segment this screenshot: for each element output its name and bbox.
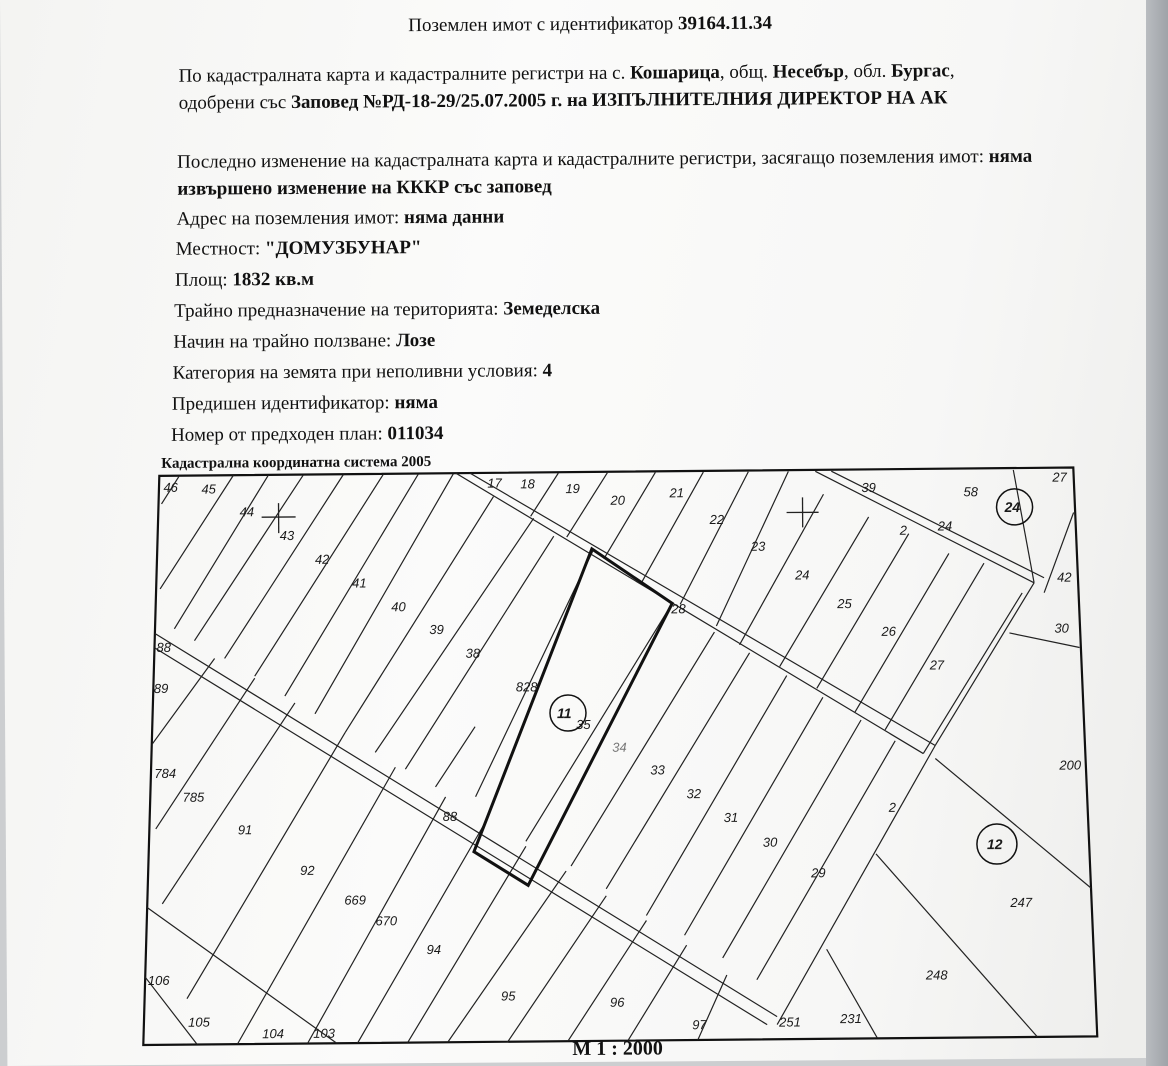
parcel-label: 30 bbox=[1054, 620, 1069, 636]
parcel-label: 33 bbox=[650, 762, 665, 778]
purpose-label: Трайно предназначение на територията: bbox=[174, 298, 504, 322]
highlighted-parcel-34 bbox=[472, 548, 674, 885]
address-label: Адрес на поземления имот: bbox=[176, 207, 405, 230]
parcel-label: 97 bbox=[692, 1017, 707, 1033]
parcel-label: 35 bbox=[576, 716, 591, 732]
parcel-label: 785 bbox=[182, 789, 205, 805]
parcel-label: 21 bbox=[669, 485, 684, 501]
cross-markers bbox=[262, 497, 819, 533]
parcel-label: 251 bbox=[779, 1014, 801, 1030]
parcel-label: 38 bbox=[465, 645, 481, 661]
parcel-label: 39 bbox=[429, 621, 444, 638]
parcel-label: 20 bbox=[610, 492, 626, 508]
parcel-label: 25 bbox=[837, 596, 852, 612]
address-value: няма данни bbox=[403, 206, 505, 229]
parcel-label: 247 bbox=[1010, 894, 1033, 910]
usage-value: Лозе bbox=[395, 329, 436, 352]
category-label: Категория на земята при неполивни условия: bbox=[172, 360, 543, 384]
circled-label-12: 12 bbox=[986, 836, 1003, 853]
parcel-label: 32 bbox=[686, 786, 702, 802]
parcel-label: 17 bbox=[487, 475, 502, 491]
coordinate-system-label: Кадастрална координатна система 2005 bbox=[161, 454, 432, 472]
parcel-label: 44 bbox=[239, 504, 255, 520]
parcel-label: 88 bbox=[156, 639, 172, 655]
parcel-label: 24 bbox=[794, 567, 810, 583]
parcel-label: 89 bbox=[153, 680, 169, 696]
circled-label-24: 24 bbox=[1004, 498, 1021, 515]
parcel-label: 2 bbox=[888, 799, 896, 815]
locality-label: Местност: bbox=[175, 238, 266, 260]
cadastre-text-2: , общ. bbox=[719, 61, 773, 83]
parcel-label: 40 bbox=[391, 599, 406, 615]
parcel-label: 45 bbox=[201, 481, 216, 497]
parcel-label: 43 bbox=[279, 527, 295, 544]
parcel-label: 92 bbox=[300, 862, 315, 878]
parcel-label: 22 bbox=[709, 511, 725, 528]
parcel-label: 26 bbox=[881, 623, 896, 639]
cadastre-text-4: , одобрени със bbox=[178, 60, 955, 114]
parcel-label: 2 bbox=[899, 522, 908, 538]
parcel-label: 23 bbox=[750, 538, 766, 554]
parcel-label: 34 bbox=[612, 739, 627, 755]
parcel-label: 39 bbox=[861, 479, 876, 495]
background-edge bbox=[1146, 0, 1168, 1066]
title-prefix: Поземлен имот с идентификатор bbox=[408, 13, 679, 37]
cadastre-text-1: По кадастралната карта и кадастралните регистри на с. bbox=[178, 62, 631, 87]
parcel-label: 31 bbox=[723, 809, 739, 825]
category-value: 4 bbox=[542, 360, 553, 382]
previous-plan-value: 011034 bbox=[387, 422, 444, 445]
locality-value: "ДОМУЗБУНАР" bbox=[264, 237, 422, 260]
parcel-label: 669 bbox=[344, 892, 367, 908]
cadastre-text-3: , обл. bbox=[843, 60, 887, 83]
previous-id-label: Предишен идентификатор: bbox=[171, 392, 395, 415]
parcel-label: 784 bbox=[154, 765, 177, 781]
parcel-label: 248 bbox=[925, 967, 948, 983]
previous-id-value: няма bbox=[394, 391, 439, 414]
parcel-label: 19 bbox=[565, 480, 580, 497]
parcel-label: 88 bbox=[442, 808, 458, 824]
property-identifier: 39164.11.34 bbox=[677, 12, 772, 35]
region-name: Бургас bbox=[891, 60, 950, 82]
parcel-label: 28 bbox=[671, 601, 686, 617]
parcel-label: 29 bbox=[811, 865, 826, 881]
parcel-label: 231 bbox=[840, 1011, 862, 1027]
parcel-label: 41 bbox=[352, 575, 367, 591]
village-name: Кошарица bbox=[629, 61, 720, 84]
parcel-label: 96 bbox=[609, 994, 625, 1010]
parcel-label: 18 bbox=[520, 476, 535, 492]
parcel-lines bbox=[139, 468, 1097, 1045]
parcel-label: 30 bbox=[762, 834, 778, 850]
parcel-label: 828 bbox=[515, 679, 538, 695]
circled-label-11: 11 bbox=[556, 705, 572, 722]
parcel-label: 103 bbox=[313, 1025, 335, 1041]
parcel-label: 104 bbox=[262, 1026, 284, 1042]
parcel-label: 105 bbox=[188, 1014, 210, 1030]
parcel-label: 24 bbox=[937, 518, 953, 534]
approval-order: Заповед №РД-18-29/25.07.2005 г. на ИЗПЪЛНИТЕЛНИЯ ДИРЕКТОР НА АК bbox=[290, 87, 948, 113]
parcel-label: 42 bbox=[1057, 569, 1072, 585]
municipality-name: Несебър bbox=[772, 61, 844, 83]
parcel-numbers bbox=[144, 469, 1083, 1042]
area-label: Площ: bbox=[174, 269, 233, 291]
area-value: 1832 кв.м bbox=[232, 268, 315, 291]
last-change-value: няма извършено изменение на КККР със заповед bbox=[177, 145, 1033, 200]
usage-label: Начин на трайно ползване: bbox=[173, 330, 397, 353]
parcel-label: 106 bbox=[147, 972, 170, 988]
map-frame bbox=[139, 467, 1097, 1045]
parcel-label: 27 bbox=[929, 657, 945, 673]
last-change-label: Последно изменение на кадастралната карта и кадастралните регистри, засягащо поземления имот: bbox=[177, 146, 989, 173]
parcel-label: 94 bbox=[426, 941, 442, 958]
parcel-label: 58 bbox=[963, 484, 978, 500]
parcel-label: 42 bbox=[314, 551, 330, 567]
parcel-label: 46 bbox=[163, 479, 178, 495]
parcel-label: 91 bbox=[237, 822, 253, 838]
parcel-label: 27 bbox=[1052, 469, 1067, 485]
purpose-value: Земеделска bbox=[503, 297, 601, 320]
map-scale: М 1 : 2000 bbox=[572, 1037, 663, 1061]
parcel-label: 670 bbox=[375, 913, 398, 929]
previous-plan-label: Номер от предходен план: bbox=[170, 423, 388, 446]
parcel-label: 95 bbox=[500, 988, 516, 1004]
parcel-label: 200 bbox=[1059, 757, 1082, 773]
